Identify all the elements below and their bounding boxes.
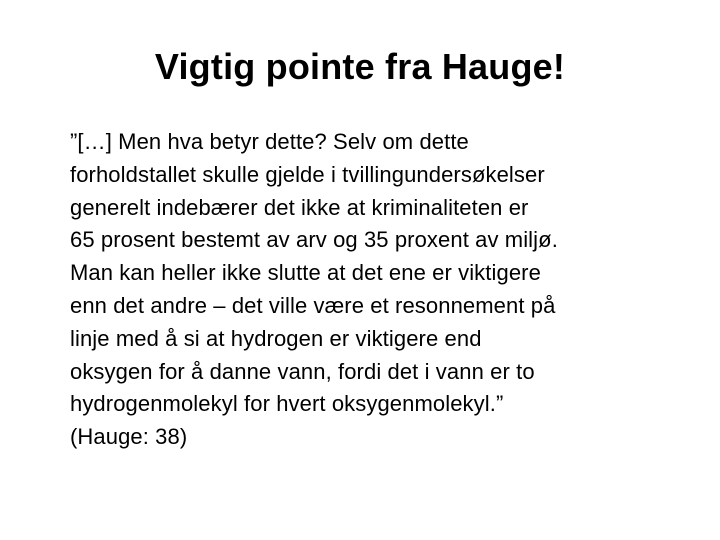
quote-line: linje med å si at hydrogen er viktigere end bbox=[70, 325, 482, 351]
slide-title: Vigtig pointe fra Hauge! bbox=[154, 46, 566, 87]
quote-body bbox=[70, 126, 690, 454]
quote-line: 65 prosent bestemt av arv og 35 proxent av miljø. bbox=[70, 227, 558, 253]
quote-line: forholdstallet skulle gjelde i tvillingundersøkelser bbox=[70, 161, 545, 187]
quote-line: generelt indebærer det ikke at kriminaliteten er bbox=[70, 194, 529, 220]
quote-line: oksygen for å danne vann, fordi det i vann er to bbox=[70, 358, 535, 384]
quote-line: Man kan heller ikke slutte at det ene er viktigere bbox=[70, 260, 541, 286]
quote-line: enn det andre – det ville være et resonnement på bbox=[70, 292, 556, 318]
quote-line: hydrogenmolekyl for hvert oksygenmolekyl.” bbox=[70, 391, 504, 417]
citation: (Hauge: 38) bbox=[70, 424, 188, 450]
quote-line: ”[…] Men hva betyr dette? Selv om dette bbox=[70, 129, 469, 154]
